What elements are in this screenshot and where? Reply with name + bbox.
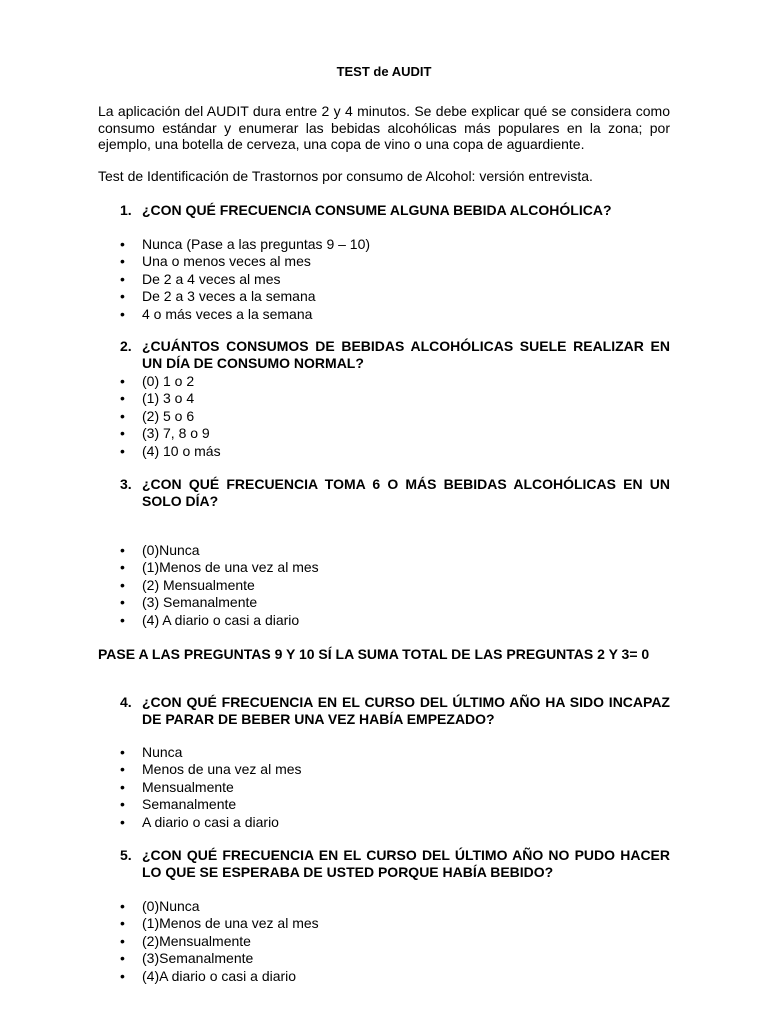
- skip-instruction: PASE A LAS PREGUNTAS 9 Y 10 SÍ LA SUMA TOTAL DE LAS PREGUNTAS 2 Y 3= 0: [98, 646, 650, 662]
- option-item: • (2) 5 o 6: [120, 408, 221, 425]
- option-item: • (3)Semanalmente: [120, 950, 319, 967]
- question-text: ¿CON QUÉ FRECUENCIA EN EL CURSO DEL ÚLTIMO AÑO NO PUDO HACER LO QUE SE ESPERABA DE USTED PORQUE HABÍA BEBIDO?: [142, 847, 670, 880]
- question-4: [120, 694, 670, 727]
- intro-paragraph: La aplicación del AUDIT dura entre 2 y 4 minutos. Se debe explicar qué se considera como consumo estándar y enumerar las bebidas alcohólicas más populares en la zona; por ejemplo, una botella de cerveza, una copa de vino o una copa de aguardiente.: [98, 103, 670, 152]
- question-text: ¿CON QUÉ FRECUENCIA CONSUME ALGUNA BEBIDA ALCOHÓLICA?: [142, 202, 612, 218]
- document-subtitle: Test de Identificación de Trastornos por consumo de Alcohol: versión entrevista.: [98, 168, 593, 184]
- option-item: • De 2 a 4 veces al mes: [120, 271, 370, 288]
- option-item: • (3) 7, 8 o 9: [120, 425, 221, 442]
- option-item: • Nunca (Pase a las preguntas 9 – 10): [120, 236, 370, 253]
- question-4-options: [120, 744, 302, 831]
- question-1: [120, 202, 670, 219]
- question-number: 3.: [120, 476, 132, 492]
- option-item: • Semanalmente: [120, 796, 302, 813]
- question-2: [120, 338, 670, 371]
- option-item: • (1)Menos de una vez al mes: [120, 915, 319, 932]
- option-item: • Una o menos veces al mes: [120, 253, 370, 270]
- option-item: • 4 o más veces a la semana: [120, 306, 370, 323]
- question-text: ¿CON QUÉ FRECUENCIA EN EL CURSO DEL ÚLTIMO AÑO HA SIDO INCAPAZ DE PARAR DE BEBER UNA VEZ HABÍA EMPEZADO?: [142, 694, 670, 727]
- question-number: 4.: [120, 694, 132, 710]
- question-3: [120, 476, 670, 509]
- option-item: • Menos de una vez al mes: [120, 761, 302, 778]
- option-item: • (2) Mensualmente: [120, 577, 319, 594]
- question-3-options: [120, 542, 319, 629]
- question-number: 1.: [120, 202, 132, 218]
- option-item: • (0)Nunca: [120, 898, 319, 915]
- question-2-options: [120, 373, 221, 460]
- question-text: ¿CON QUÉ FRECUENCIA TOMA 6 O MÁS BEBIDAS ALCOHÓLICAS EN UN SOLO DÍA?: [142, 476, 670, 509]
- question-5-options: [120, 898, 319, 985]
- question-number: 5.: [120, 847, 132, 863]
- option-item: • (0)Nunca: [120, 542, 319, 559]
- option-item: • (3) Semanalmente: [120, 594, 319, 611]
- question-5: [120, 847, 670, 880]
- question-1-options: [120, 236, 370, 323]
- document-title: TEST de AUDIT: [336, 64, 432, 79]
- option-item: • (0) 1 o 2: [120, 373, 221, 390]
- option-item: • Mensualmente: [120, 779, 302, 796]
- option-item: • (4)A diario o casi a diario: [120, 968, 319, 985]
- option-item: • (4) 10 o más: [120, 443, 221, 460]
- option-item: • (2)Mensualmente: [120, 933, 319, 950]
- question-number: 2.: [120, 338, 132, 354]
- option-item: • (4) A diario o casi a diario: [120, 612, 319, 629]
- option-item: • De 2 a 3 veces a la semana: [120, 288, 370, 305]
- option-item: • Nunca: [120, 744, 302, 761]
- option-item: • (1) 3 o 4: [120, 390, 221, 407]
- question-text: ¿CUÁNTOS CONSUMOS DE BEBIDAS ALCOHÓLICAS SUELE REALIZAR EN UN DÍA DE CONSUMO NORMAL?: [142, 338, 670, 371]
- option-item: • (1)Menos de una vez al mes: [120, 559, 319, 576]
- option-item: • A diario o casi a diario: [120, 814, 302, 831]
